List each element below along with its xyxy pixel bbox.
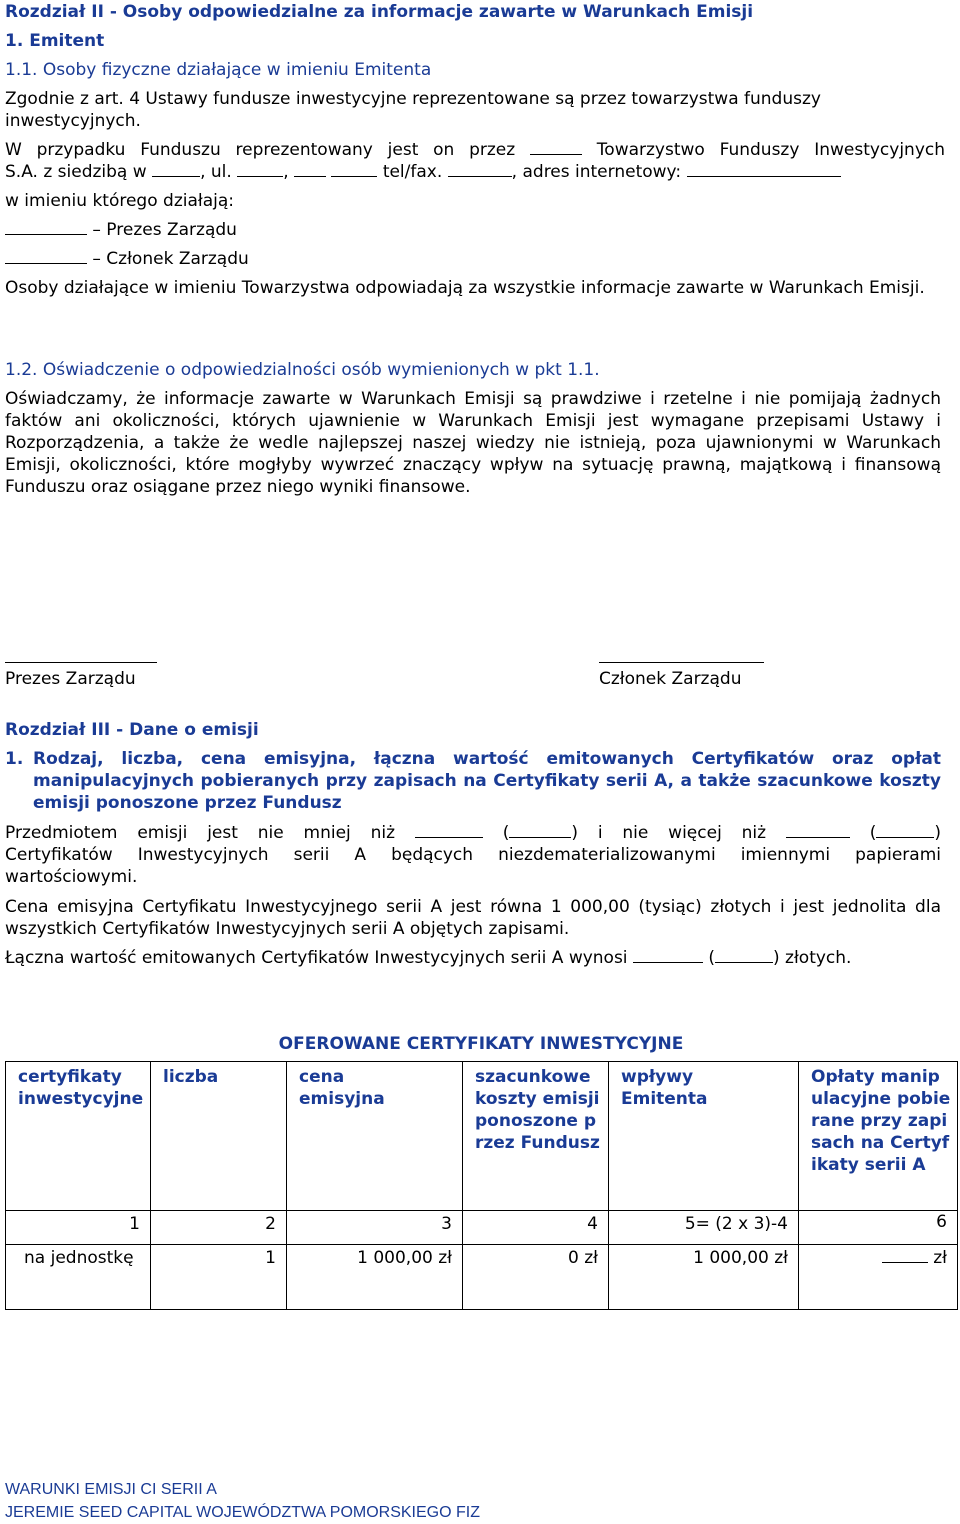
table-row	[6, 1245, 958, 1310]
heading-number: 1.	[5, 749, 24, 769]
heading-1-emitent: 1. Emitent	[5, 31, 105, 51]
certificates-table	[5, 1061, 958, 1310]
blank-field	[687, 161, 841, 177]
heading-1-1: 1.1. Osoby fizyczne działające w imieniu Emitenta	[5, 60, 432, 80]
table-header-row	[6, 1062, 958, 1211]
role-label: – Członek Zarządu	[92, 249, 249, 269]
signature-president-label: Prezes Zarządu	[5, 669, 136, 689]
heading-3-1	[5, 748, 941, 814]
table-cell: 1 000,00 zł	[609, 1245, 799, 1310]
representation-text: S.A. z siedzibą w	[5, 162, 147, 182]
role-label: – Prezes Zarządu	[92, 220, 237, 240]
heading-1-2: 1.2. Oświadczenie o odpowiedzialności osób wymienionych w pkt 1.1.	[5, 360, 600, 380]
table-header-cell: certyfikaty inwestycyjne	[6, 1062, 151, 1211]
table-header-cell: cena emisyjna	[287, 1062, 463, 1211]
representation-text: W przypadku Funduszu reprezentowany jest on przez	[5, 140, 516, 160]
table-cell: na jednostkę	[6, 1245, 151, 1310]
currency-label: zł	[933, 1248, 947, 1268]
role-president	[5, 219, 941, 241]
footer-line-1: WARUNKI EMISJI CI SERII A	[5, 1481, 217, 1498]
signature-member-label: Członek Zarządu	[599, 669, 742, 689]
table-cell: 6	[799, 1211, 958, 1245]
blank-field	[294, 161, 326, 177]
paragraph-total-value	[5, 947, 941, 969]
heading-text: Rodzaj, liczba, cena emisyjna, łączna wartość emitowanych Certyfikatów oraz opłat manipulacyjnych pobieranych przy zapisach na Certyfikaty serii A, a także szacunkowe koszty emisji ponoszone przez Fundusz	[33, 749, 941, 813]
chapter-3-title: Rozdział III - Dane o emisji	[5, 720, 259, 740]
blank-field	[5, 219, 87, 235]
total-text: Łączna wartość emitowanych Certyfikatów Inwestycyjnych serii A wynosi	[5, 948, 628, 968]
subject-text: (	[502, 823, 510, 843]
representation-text: Towarzystwo Funduszy Inwestycyjnych	[596, 140, 946, 160]
table-title: OFEROWANE CERTYFIKATY INWESTYCYJNE	[278, 1034, 684, 1054]
table-cell: 1 000,00 zł	[287, 1245, 463, 1310]
total-text: ) złotych.	[773, 948, 852, 968]
subject-rest: Certyfikatów Inwestycyjnych serii A będących niezdematerializowanymi imiennymi papierami wartościowymi.	[5, 845, 941, 887]
table-cell	[799, 1245, 958, 1310]
blank-field	[786, 822, 850, 838]
role-member	[5, 248, 941, 270]
subject-text: )	[934, 823, 942, 843]
subject-text: ) i nie więcej niż	[571, 823, 767, 843]
blank-field	[715, 947, 773, 963]
table-number-row	[6, 1211, 958, 1245]
subject-line-1	[5, 822, 941, 844]
table-header-cell: wpływy Emitenta	[609, 1062, 799, 1211]
table-cell: 3	[287, 1211, 463, 1245]
table-cell: 2	[151, 1211, 287, 1245]
representation-text: tel/fax.	[382, 162, 443, 182]
blank-field	[633, 947, 703, 963]
footer-line-2: JEREMIE SEED CAPITAL WOJEWÓDZTWA POMORSKIEGO FIZ	[5, 1504, 480, 1521]
subject-text: Przedmiotem emisji jest nie mniej niż	[5, 823, 396, 843]
paragraph-emission-subject	[5, 822, 941, 888]
blank-field	[237, 161, 283, 177]
paragraph-responsibility: Osoby działające w imieniu Towarzystwa odpowiadają za wszystkie informacje zawarte w Warunkach Emisji.	[5, 278, 925, 298]
subject-text: (	[869, 823, 877, 843]
paragraph-declaration: Oświadczamy, że informacje zawarte w Warunkach Emisji są prawdziwe i rzetelne i nie pomijają żadnych faktów ani okoliczności, których ujawnienie w Warunkach Emisji jest wymagane przepisami Ustawy i Rozporządzenia, a także że wedle najlepszej naszej wiedzy nie istnieją, poza ujawnionymi w Warunkach Emisji, okoliczności, które mogłyby wywrzeć znaczący wpływ na sytuację prawną, majątkową i finansową Funduszu oraz osiągane przez niego wyniki finansowe.	[5, 389, 941, 497]
blank-field	[448, 161, 512, 177]
paragraph-issue-price: Cena emisyjna Certyfikatu Inwestycyjnego serii A jest równa 1 000,00 (tysiąc) złotych i jest jednolita dla wszystkich Certyfikatów Inwestycyjnych serii A objętych zapisami.	[5, 897, 941, 939]
blank-field	[331, 161, 377, 177]
representation-line-1	[5, 139, 945, 161]
blank-field	[530, 139, 582, 155]
table-cell: 1	[151, 1245, 287, 1310]
representation-text: , adres internetowy:	[511, 162, 682, 182]
blank-field	[415, 822, 483, 838]
table-cell: 1	[6, 1211, 151, 1245]
representation-line-2	[5, 161, 945, 183]
table-cell: 0 zł	[463, 1245, 609, 1310]
blank-field	[152, 161, 200, 177]
blank-field	[5, 248, 87, 264]
table-cell: 5= (2 x 3)-4	[609, 1211, 799, 1245]
total-text: (	[708, 948, 715, 968]
table-header-cell: szacunkowe koszty emisji ponoszone przez Fundusz	[463, 1062, 609, 1211]
representation-text: ,	[283, 162, 289, 182]
paragraph-art4: Zgodnie z art. 4 Ustawy fundusze inwestycyjne reprezentowane są przez towarzystwa funduszy inwestycyjnych.	[5, 89, 821, 131]
signature-line-member	[599, 662, 764, 663]
blank-field	[876, 822, 934, 838]
blank-field	[882, 1247, 928, 1263]
table-header-cell: liczba	[151, 1062, 287, 1211]
table-cell: 4	[463, 1211, 609, 1245]
paragraph-acting: w imieniu którego działają:	[5, 191, 235, 211]
paragraph-representation	[5, 139, 945, 183]
table-header-cell: Opłaty manipulacyjne pobierane przy zapisach na Certyfikaty serii A	[799, 1062, 958, 1211]
blank-field	[509, 822, 571, 838]
representation-text: , ul.	[200, 162, 232, 182]
chapter-2-title: Rozdział II - Osoby odpowiedzialne za informacje zawarte w Warunkach Emisji	[5, 2, 754, 22]
signature-line-president	[5, 662, 157, 663]
